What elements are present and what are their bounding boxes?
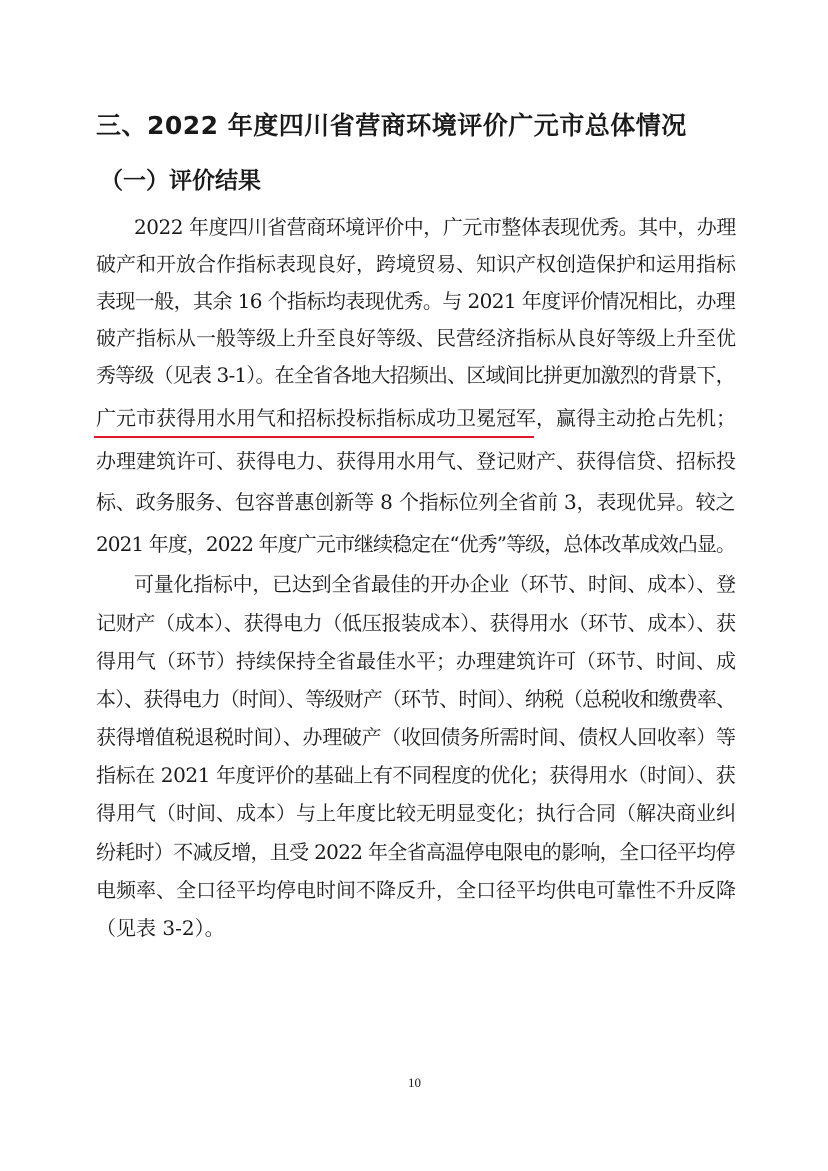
paragraph-1-line-2: 破产和开放合作指标表现良好，跨境贸易、知识产权创造保护和运用指标 (96, 252, 736, 276)
paragraph-2-line-6: 指标在 2021 年度评价的基础上有不同程度的优化；获得用水（时间）、获 (96, 763, 736, 787)
paragraph-2-line-4: 本）、获得电力（时间）、等级财产（环节、时间）、纳税（总税收和缴费率、 (96, 687, 736, 711)
paragraph-2-line-5: 获得增值税退税时间）、办理破产（收回债务所需时间、债权人回收率）等 (96, 725, 736, 749)
paragraph-1-line-7: 办理建筑许可、获得电力、获得用水用气、登记财产、获得信贷、招标投 (96, 449, 736, 473)
section-heading: 三、2022 年度四川省营商环境评价广元市总体情况 (96, 111, 687, 140)
paragraph-2-line-9: 电频率、全口径平均停电时间不降反升，全口径平均供电可靠性不升反降 (96, 878, 736, 902)
page-number: 10 (408, 1075, 421, 1090)
paragraph-1-line-4: 破产指标从一般等级上升至良好等级、民营经济指标从良好等级上升至优 (96, 326, 736, 350)
paragraph-1-line-9: 2021 年度，2022 年度广元市继续稳定在“优秀”等级，总体改革成效凸显。 (96, 532, 736, 556)
paragraph-2-line-1: 可量化指标中，已达到全省最佳的开办企业（环节、时间、成本）、登 (134, 572, 736, 596)
paragraph-1-line-5: 秀等级（见表 3-1）。在全省各地大招频出、区域间比拼更加激烈的背景下， (96, 363, 735, 387)
paragraph-2-line-8: 纷耗时）不减反增，且受 2022 年全省高温停电限电的影响，全口径平均停 (96, 840, 735, 864)
paragraph-2-line-7: 得用气（时间、成本）与上年度比较无明显变化；执行合同（解决商业纠 (96, 801, 736, 825)
subsection-heading: （一）评价结果 (100, 168, 261, 194)
paragraph-2-line-2: 记财产（成本）、获得电力（低压报装成本）、获得用水（环节、成本）、获 (96, 611, 736, 635)
paragraph-2-line-3: 得用气（环节）持续保持全省最佳水平；办理建筑许可（环节、时间、成 (96, 649, 736, 673)
paragraph-1-line-3: 表现一般，其余 16 个指标均表现优秀。与 2021 年度评价情况相比，办理 (96, 289, 736, 313)
paragraph-2-line-10: （见表 3-2）。 (96, 916, 225, 940)
highlight-underline (94, 436, 534, 438)
paragraph-1-line-8: 标、政务服务、包容普惠创新等 8 个指标位列全省前 3，表现优异。较之 (96, 490, 736, 514)
paragraph-1-line-6: 广元市获得用水用气和招标投标指标成功卫冕冠军，赢得主动抢占先机； (96, 406, 736, 430)
paragraph-1-line-1: 2022 年度四川省营商环境评价中，广元市整体表现优秀。其中，办理 (134, 215, 736, 239)
